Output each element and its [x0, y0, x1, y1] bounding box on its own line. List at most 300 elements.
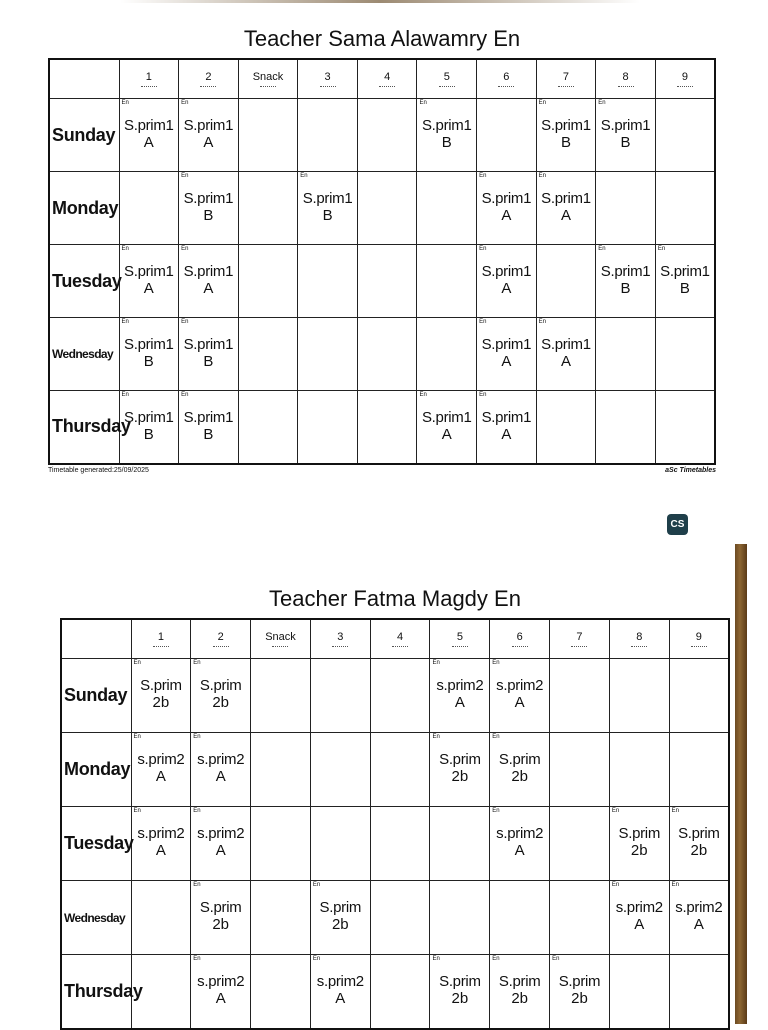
lesson-cell [131, 881, 191, 955]
period-header [119, 59, 179, 99]
subject-tag: En [492, 734, 500, 740]
class-group: B [143, 426, 154, 443]
subject-tag: En [479, 173, 487, 179]
lesson-cell [536, 391, 596, 464]
day-row [61, 733, 729, 807]
period-label: 5 [443, 71, 450, 83]
timetable-footer [48, 466, 716, 476]
class-group: A [155, 768, 166, 785]
lesson-cell [490, 955, 550, 1029]
class-group: A [501, 426, 512, 443]
lesson-cell [131, 733, 191, 807]
period-time-mark [320, 86, 336, 87]
timetable-grid [48, 58, 716, 465]
day-label: Wednesday [61, 881, 131, 955]
subject-tag: En [133, 734, 141, 740]
subject-tag: En [181, 319, 189, 325]
day-row [49, 391, 715, 464]
period-label: 3 [324, 71, 331, 83]
lesson-cell [131, 807, 191, 881]
class-name: S.prim [498, 751, 541, 768]
class-group: A [203, 134, 214, 151]
corner-cell [61, 619, 131, 659]
subject-tag: En [193, 808, 201, 814]
class-name: S.prim1 [660, 263, 710, 280]
class-group: A [335, 990, 346, 1007]
class-group: B [203, 207, 214, 224]
lesson-cell [596, 245, 656, 318]
subject-tag: En [598, 246, 606, 252]
day-row [61, 881, 729, 955]
period-label: 6 [516, 631, 523, 643]
lesson-cell [179, 318, 239, 391]
class-group: A [454, 694, 465, 711]
lesson-cell [655, 172, 715, 245]
lesson-cell [119, 99, 179, 172]
period-label: Snack [252, 71, 284, 83]
lesson-cell [669, 807, 729, 881]
period-time-mark [512, 646, 528, 647]
lesson-cell [550, 733, 610, 807]
software-credit: aSc Timetables [665, 466, 716, 474]
snack-cell [251, 955, 311, 1029]
class-name: s.prim2 [496, 825, 544, 842]
class-group: A [441, 426, 452, 443]
lesson-cell [191, 659, 251, 733]
class-name: s.prim2 [675, 899, 723, 916]
lesson-cell [417, 318, 477, 391]
period-time-mark [558, 86, 574, 87]
subject-tag: En [611, 808, 620, 814]
day-label: Sunday [49, 99, 119, 172]
subject-tag: En [538, 100, 546, 106]
lesson-cell [298, 99, 358, 172]
subject-tag: En [538, 173, 546, 179]
lesson-cell [370, 733, 430, 807]
day-row [61, 807, 729, 881]
subject-tag: En [193, 882, 201, 888]
lesson-cell [417, 172, 477, 245]
lesson-cell [490, 733, 550, 807]
subject-tag: En [552, 956, 560, 962]
class-name: S.prim1 [481, 190, 532, 207]
class-group: A [203, 280, 214, 297]
snack-cell [238, 318, 298, 391]
class-name: s.prim2 [197, 751, 245, 768]
class-name: S.prim1 [541, 190, 591, 207]
class-group: 2b [212, 694, 230, 711]
period-header [550, 619, 610, 659]
class-name: S.prim1 [183, 263, 234, 280]
snack-cell [238, 172, 298, 245]
lesson-cell [550, 659, 610, 733]
lesson-cell [609, 881, 669, 955]
subject-tag: En [492, 660, 500, 666]
snack-cell [251, 733, 311, 807]
lesson-cell [550, 881, 610, 955]
class-name: S.prim [498, 973, 541, 990]
class-name: S.prim1 [481, 336, 532, 353]
class-name: s.prim2 [137, 751, 185, 768]
class-group: A [560, 207, 571, 224]
class-group: 2b [571, 990, 588, 1007]
subject-tag: En [671, 882, 680, 888]
period-label: 5 [456, 631, 463, 643]
lesson-cell [477, 391, 537, 464]
lesson-cell [430, 659, 490, 733]
period-time-mark [618, 86, 634, 87]
class-name: s.prim2 [197, 825, 245, 842]
camscanner-badge: CS [667, 514, 688, 535]
day-label: Tuesday [49, 245, 119, 318]
lesson-cell [119, 318, 179, 391]
subject-tag: En [121, 100, 129, 106]
subject-tag: En [657, 246, 666, 252]
lesson-cell [596, 172, 656, 245]
subject-tag: En [538, 319, 546, 325]
class-name: S.prim1 [124, 336, 174, 353]
class-group: 2b [212, 916, 230, 933]
class-group: A [514, 694, 525, 711]
period-label: 4 [384, 71, 391, 83]
class-name: S.prim [319, 899, 362, 916]
class-group: 2b [331, 916, 349, 933]
lesson-cell [609, 659, 669, 733]
lesson-cell [357, 318, 417, 391]
lesson-cell [310, 955, 370, 1029]
lesson-cell [430, 733, 490, 807]
class-group: 2b [451, 990, 469, 1007]
class-name: s.prim2 [316, 973, 364, 990]
period-label: 4 [397, 631, 404, 643]
period-label: 6 [503, 71, 510, 83]
subject-tag: En [419, 100, 427, 106]
class-name: S.prim1 [481, 409, 532, 426]
period-header [417, 59, 477, 99]
day-row [49, 172, 715, 245]
period-time-mark [153, 646, 169, 647]
lesson-cell [609, 807, 669, 881]
subject-tag: En [300, 173, 308, 179]
subject-tag: En [193, 734, 201, 740]
class-group: A [501, 280, 512, 297]
lesson-cell [536, 172, 596, 245]
period-time-mark [571, 646, 587, 647]
class-group: B [143, 353, 154, 370]
corner-cell [49, 59, 119, 99]
class-name: s.prim2 [137, 825, 185, 842]
top-shadow [120, 0, 640, 3]
class-group: 2b [451, 768, 469, 785]
class-name: s.prim2 [615, 899, 663, 916]
subject-tag: En [598, 100, 606, 106]
period-label: 8 [636, 631, 643, 643]
lesson-cell [609, 733, 669, 807]
class-name: S.prim1 [124, 409, 174, 426]
period-label: 1 [157, 631, 164, 643]
timetable-sheet [48, 22, 716, 476]
lesson-cell [669, 659, 729, 733]
class-name: S.prim [678, 825, 720, 842]
class-group: A [501, 353, 512, 370]
lesson-cell [477, 318, 537, 391]
period-time-mark [332, 646, 348, 647]
lesson-cell [310, 807, 370, 881]
lesson-cell [310, 659, 370, 733]
period-header [191, 619, 251, 659]
lesson-cell [131, 955, 191, 1029]
period-header [238, 59, 298, 99]
lesson-cell [179, 172, 239, 245]
period-header [609, 619, 669, 659]
class-group: B [441, 134, 452, 151]
snack-cell [238, 245, 298, 318]
class-name: S.prim1 [600, 263, 651, 280]
class-group: 2b [152, 694, 170, 711]
subject-tag: En [611, 882, 620, 888]
lesson-cell [179, 391, 239, 464]
class-group: B [203, 353, 214, 370]
lesson-cell [477, 172, 537, 245]
lesson-cell [417, 391, 477, 464]
lesson-cell [655, 99, 715, 172]
class-group: A [693, 916, 704, 933]
period-header-row [61, 619, 729, 659]
lesson-cell [191, 807, 251, 881]
lesson-cell [179, 245, 239, 318]
lesson-cell [430, 807, 490, 881]
class-name: S.prim1 [302, 190, 353, 207]
period-header [596, 59, 656, 99]
class-group: 2b [630, 842, 648, 859]
day-row [49, 245, 715, 318]
class-group: 2b [690, 842, 708, 859]
class-name: s.prim2 [496, 677, 544, 694]
subject-tag: En [432, 660, 440, 666]
day-row [61, 955, 729, 1029]
subject-tag: En [492, 808, 500, 814]
class-name: S.prim1 [183, 117, 234, 134]
subject-tag: En [479, 392, 487, 398]
class-group: A [155, 842, 166, 859]
class-group: B [620, 134, 631, 151]
lesson-cell [191, 955, 251, 1029]
period-time-mark [272, 646, 288, 647]
timetable-title: Teacher Fatma Magdy En [269, 586, 521, 611]
class-group: A [215, 768, 226, 785]
class-group: A [501, 207, 512, 224]
class-name: S.prim1 [124, 263, 174, 280]
period-label: Snack [265, 631, 296, 643]
class-name: S.prim1 [124, 117, 174, 134]
subject-tag: En [432, 956, 440, 962]
lesson-cell [669, 881, 729, 955]
lesson-cell [430, 955, 490, 1029]
snack-cell [238, 391, 298, 464]
lesson-cell [298, 245, 358, 318]
lesson-cell [490, 881, 550, 955]
class-name: S.prim1 [421, 409, 472, 426]
lesson-cell [536, 245, 596, 318]
class-name: S.prim1 [183, 409, 234, 426]
class-name: S.prim [199, 899, 242, 916]
lesson-cell [298, 391, 358, 464]
lesson-cell [655, 391, 715, 464]
subject-tag: En [479, 319, 487, 325]
subject-tag: En [479, 246, 487, 252]
class-group: A [514, 842, 525, 859]
period-time-mark [260, 86, 276, 87]
lesson-cell [596, 99, 656, 172]
lesson-cell [119, 245, 179, 318]
day-row [49, 318, 715, 391]
class-group: A [560, 353, 571, 370]
period-header [430, 619, 490, 659]
period-label: 9 [681, 71, 688, 83]
subject-tag: En [419, 392, 427, 398]
day-label: Sunday [61, 659, 131, 733]
lesson-cell [298, 318, 358, 391]
class-name: S.prim [439, 973, 481, 990]
class-group: 2b [511, 768, 529, 785]
lesson-cell [370, 881, 430, 955]
period-label: 3 [337, 631, 344, 643]
period-header [357, 59, 417, 99]
lesson-cell [417, 245, 477, 318]
class-name: S.prim [439, 751, 481, 768]
period-header [490, 619, 550, 659]
subject-tag: En [312, 956, 321, 962]
class-group: A [143, 134, 154, 151]
period-label: 2 [205, 71, 212, 83]
subject-tag: En [181, 100, 189, 106]
lesson-cell [357, 172, 417, 245]
subject-tag: En [133, 660, 141, 666]
subject-tag: En [671, 808, 680, 814]
day-row [61, 659, 729, 733]
lesson-cell [417, 99, 477, 172]
lesson-cell [191, 881, 251, 955]
period-time-mark [677, 86, 693, 87]
lesson-cell [536, 318, 596, 391]
period-time-mark [141, 86, 157, 87]
subject-tag: En [121, 246, 129, 252]
subject-tag: En [181, 392, 189, 398]
lesson-cell [119, 391, 179, 464]
class-group: B [203, 426, 214, 443]
class-name: S.prim [140, 677, 182, 694]
period-label: 2 [217, 631, 224, 643]
class-name: S.prim1 [183, 190, 234, 207]
lesson-cell [131, 659, 191, 733]
timetable-title: Teacher Sama Alawamry En [243, 26, 521, 51]
lesson-cell [655, 318, 715, 391]
period-header-row [49, 59, 715, 99]
lesson-cell [550, 955, 610, 1029]
lesson-cell [357, 245, 417, 318]
subject-tag: En [193, 660, 201, 666]
snack-cell [251, 807, 311, 881]
period-time-mark [213, 646, 229, 647]
period-label: 7 [576, 631, 583, 643]
subject-tag: En [121, 392, 129, 398]
lesson-cell [609, 955, 669, 1029]
lesson-cell [490, 659, 550, 733]
subject-tag: En [193, 956, 201, 962]
period-header [298, 59, 358, 99]
period-label: 9 [695, 631, 702, 643]
lesson-cell [357, 99, 417, 172]
class-name: S.prim1 [541, 336, 591, 353]
class-name: S.prim [199, 677, 242, 694]
period-header [251, 619, 311, 659]
lesson-cell [655, 245, 715, 318]
lesson-cell [669, 733, 729, 807]
day-label: Thursday [49, 391, 119, 464]
class-group: B [679, 280, 690, 297]
class-group: A [634, 916, 645, 933]
lesson-cell [550, 807, 610, 881]
class-name: S.prim1 [541, 117, 591, 134]
period-time-mark [452, 646, 468, 647]
lesson-cell [357, 391, 417, 464]
period-time-mark [691, 646, 707, 647]
class-name: S.prim [618, 825, 661, 842]
class-name: s.prim2 [197, 973, 245, 990]
snack-cell [251, 881, 311, 955]
day-row [49, 99, 715, 172]
class-group: B [322, 207, 333, 224]
day-label: Thursday [61, 955, 131, 1029]
day-label: Wednesday [49, 318, 119, 391]
period-time-mark [498, 86, 514, 87]
day-label: Monday [61, 733, 131, 807]
period-header [536, 59, 596, 99]
lesson-cell [298, 172, 358, 245]
generated-date: Timetable generated:25/09/2025 [48, 466, 149, 474]
day-label: Monday [49, 172, 119, 245]
lesson-cell [596, 318, 656, 391]
class-name: s.prim2 [436, 677, 484, 694]
period-time-mark [200, 86, 216, 87]
period-header [655, 59, 715, 99]
class-name: S.prim [558, 973, 601, 990]
subject-tag: En [432, 734, 440, 740]
lesson-cell [179, 99, 239, 172]
table-edge [735, 544, 747, 1024]
lesson-cell [191, 733, 251, 807]
class-group: 2b [511, 990, 529, 1007]
class-name: S.prim1 [481, 263, 532, 280]
subject-tag: En [312, 882, 321, 888]
lesson-cell [536, 99, 596, 172]
period-header [477, 59, 537, 99]
timetable-grid [60, 618, 730, 1030]
class-group: A [143, 280, 154, 297]
lesson-cell [596, 391, 656, 464]
period-time-mark [631, 646, 647, 647]
snack-cell [251, 659, 311, 733]
lesson-cell [119, 172, 179, 245]
period-time-mark [379, 86, 395, 87]
subject-tag: En [121, 319, 129, 325]
period-label: 8 [622, 71, 629, 83]
subject-tag: En [181, 173, 189, 179]
period-header [179, 59, 239, 99]
class-name: S.prim1 [600, 117, 651, 134]
lesson-cell [310, 881, 370, 955]
class-group: B [560, 134, 571, 151]
